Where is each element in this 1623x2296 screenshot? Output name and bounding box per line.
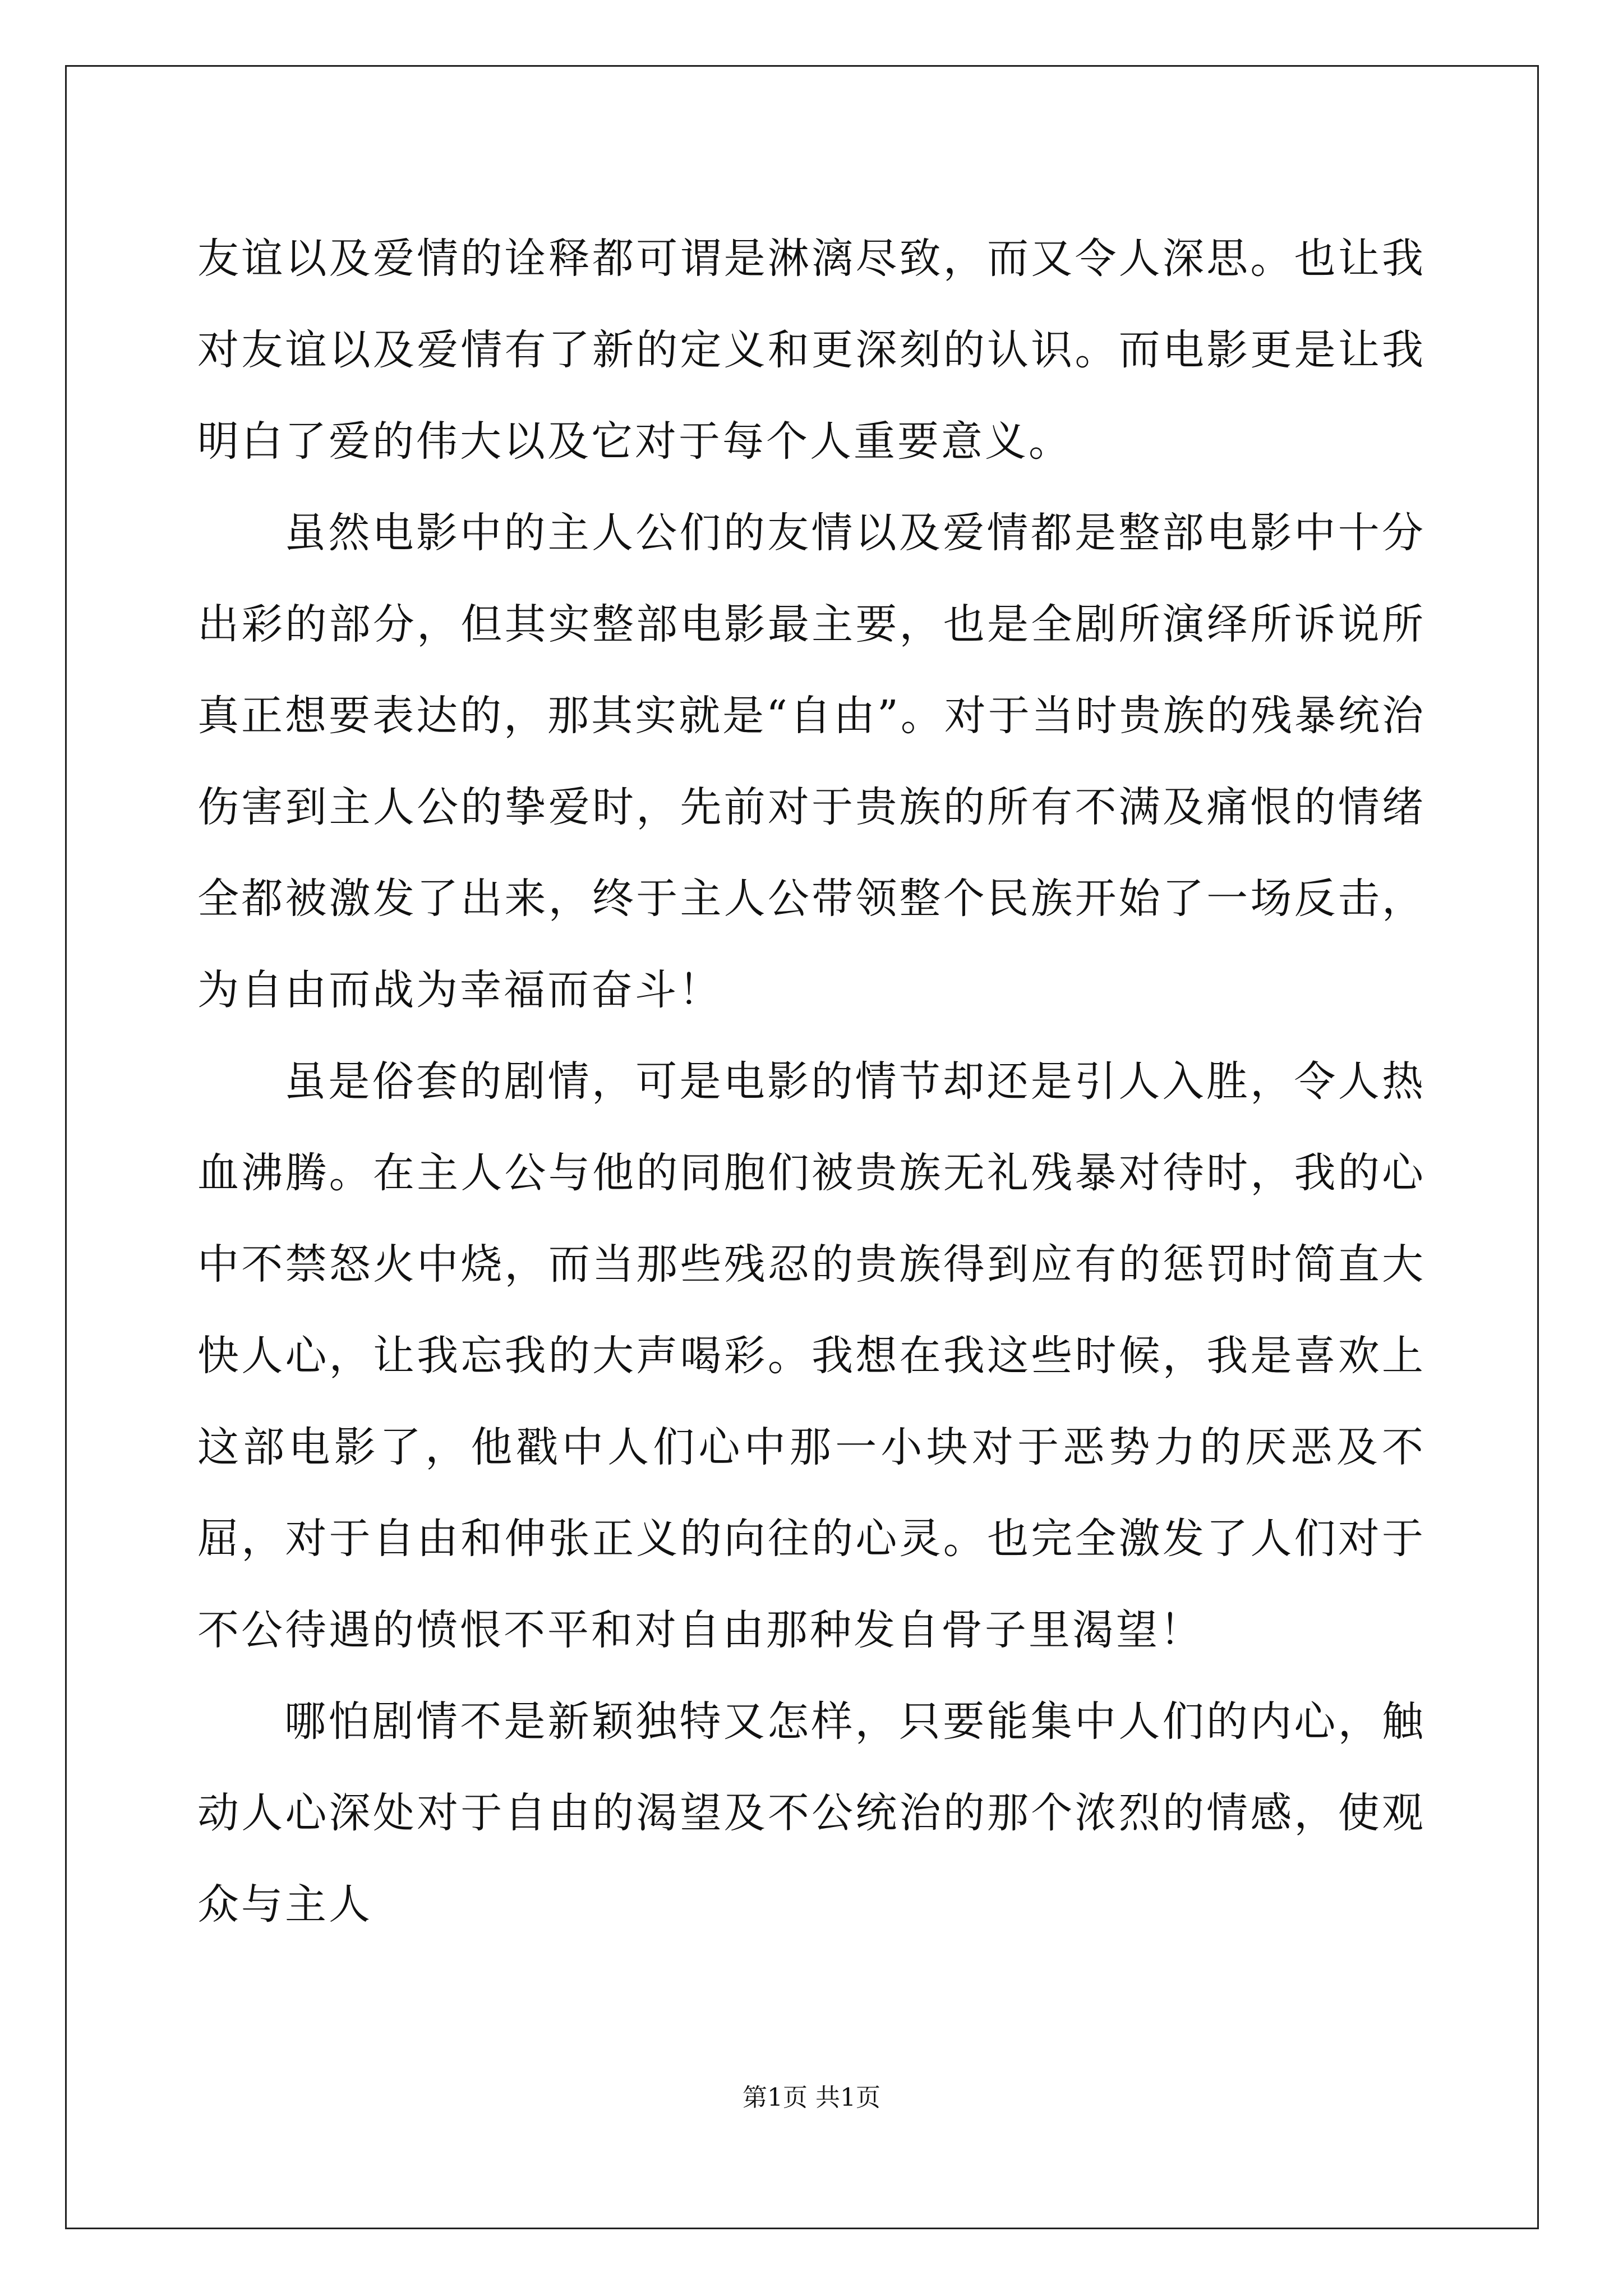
- page-number-footer: 第1页 共1页: [743, 2083, 880, 2112]
- paragraph-2: 虽然电影中的主人公们的友情以及爱情都是整部电影中十分出彩的部分，但其实整部电影最主要，也是全剧所演绎所诉说所真正想要表达的，那其实就是“自由”。对于当时贵族的残暴统治伤害到主人公的挚爱时，先前对于贵族的所有不满及痛恨的情绪全都被激发了出来，终于主人公带领整个民族开始了一场反击，为自由而战为幸福而奋斗！: [197, 509, 1426, 1014]
- paragraph-1: 友谊以及爱情的诠释都可谓是淋漓尽致，而又令人深思。也让我对友谊以及爱情有了新的定义和更深刻的认识。而电影更是让我明白了爱的伟大以及它对于每个人重要意义。: [197, 234, 1426, 466]
- paragraph-4: 哪怕剧情不是新颖独特又怎样，只要能集中人们的内心，触动人心深处对于自由的渴望及不公统治的那个浓烈的情感，使观众与主人: [197, 1697, 1426, 1929]
- paragraph-3: 虽是俗套的剧情，可是电影的情节却还是引人入胜，令人热血沸腾。在主人公与他的同胞们被贵族无礼残暴对待时，我的心中不禁怒火中烧，而当那些残忍的贵族得到应有的惩罚时简直大快人心，让我忘我的大声喝彩。我想在我这些时候，我是喜欢上这部电影了，他戳中人们心中那一小块对于恶势力的厌恶及不屈，对于自由和伸张正义的向往的心灵。也完全激发了人们对于不公待遇的愤恨不平和对自由那种发自骨子里渴望！: [197, 1057, 1426, 1654]
- document-body: [197, 213, 1426, 1950]
